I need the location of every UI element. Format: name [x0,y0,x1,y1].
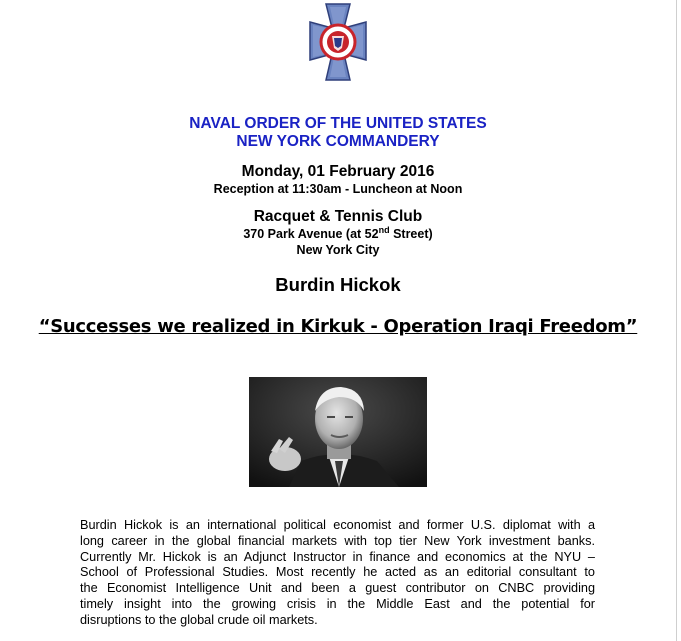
bio-line: long career in the global financial markets with top tier New York investment banks. [80,533,595,548]
naval-order-cross-icon [296,2,380,82]
venue-address [0,226,676,242]
bio-line: Burdin Hickok is an international political economist and former U.S. diplomat with a [80,518,595,532]
event-date: Monday, 01 February 2016 [241,163,435,180]
speaker-name: Burdin Hickok [275,274,401,295]
event-schedule: Reception at 11:30am - Luncheon at Noon [213,182,463,196]
speaker-photo [249,377,427,487]
address-suffix: Street) [389,227,433,241]
commandery-name: NEW YORK COMMANDERY [236,133,440,150]
bio-line: the Economist Intelligence Unit and been a guest contributor on CNBC providing [80,581,595,596]
org-name: NAVAL ORDER OF THE UNITED STATES [189,115,487,132]
bio-line: disruptions to the global crude oil markets. [80,612,318,627]
bio-line: Currently Mr. Hickok is an Adjunct Instructor in finance and economics at the NYU – [80,549,595,564]
venue-name: Racquet & Tennis Club [253,208,423,225]
address-prefix: 370 Park Avenue (at 52 [243,227,379,241]
venue-city: New York City [296,243,380,257]
address-ordinal: nd [378,224,390,235]
page-edge [676,0,681,641]
bio-line: timely insight into the growing crisis in the Middle East and the potential for [80,596,595,611]
talk-title: “Successes we realized in Kirkuk - Operation Iraqi Freedom” [38,316,638,337]
bio-line: School of Professional Studies. Most recently he acted as an editorial consultant to [80,565,595,580]
speaker-bio [80,518,595,629]
